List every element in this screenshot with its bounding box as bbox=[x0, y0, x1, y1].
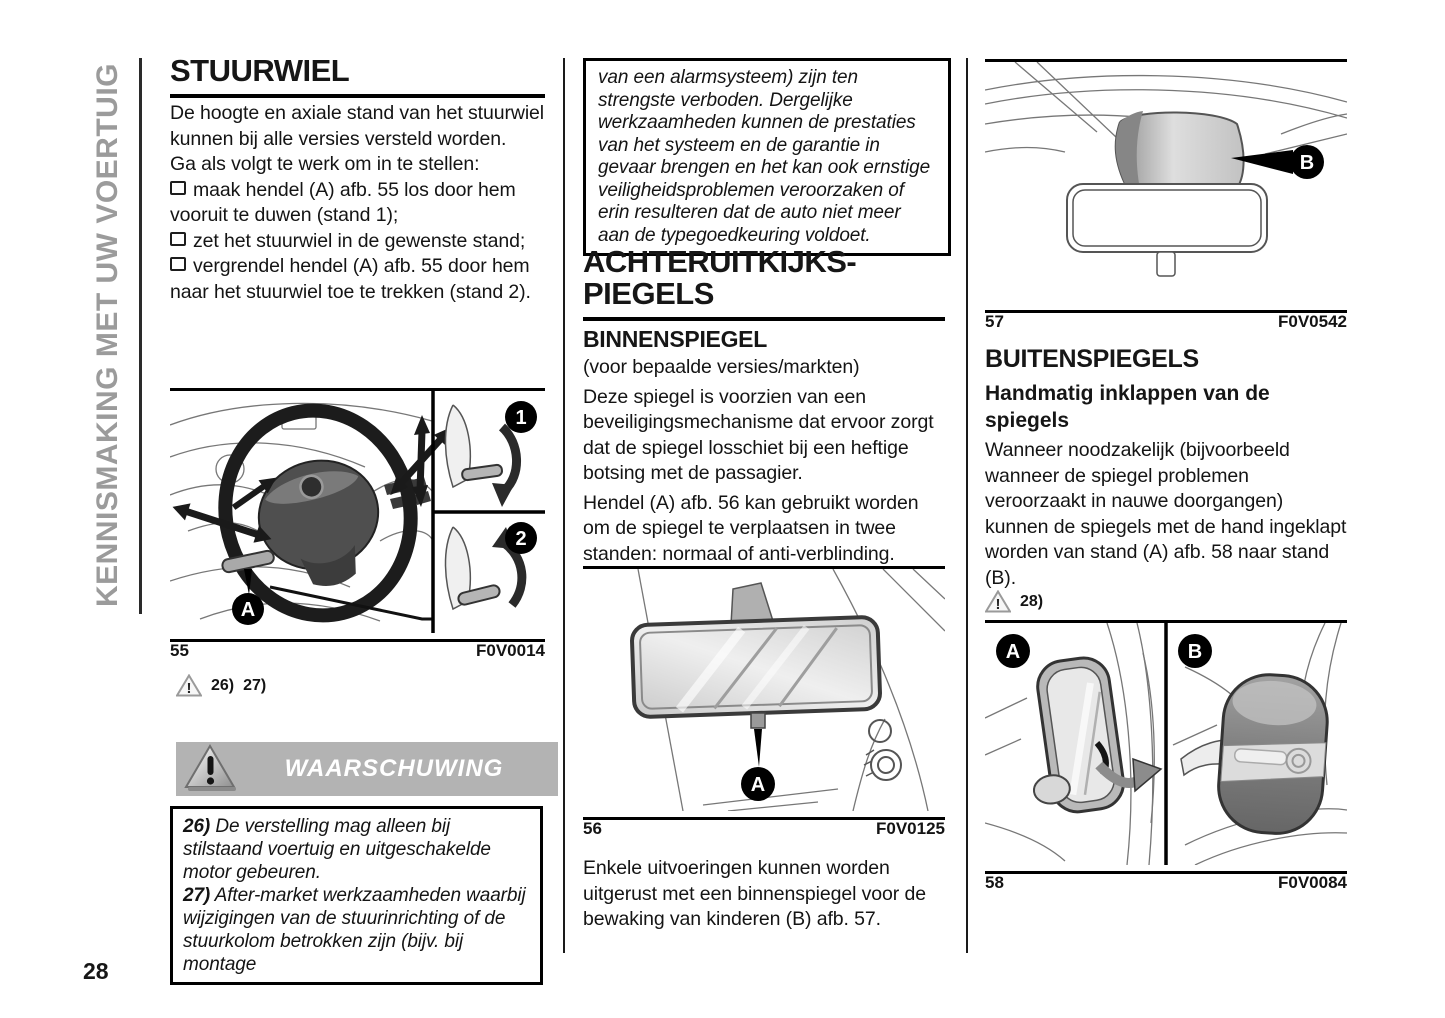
warning-banner bbox=[176, 742, 558, 796]
svg-text:!: ! bbox=[186, 680, 192, 697]
callout-pointer bbox=[754, 729, 762, 767]
figure-number: 57 bbox=[985, 312, 1004, 331]
paragraph: Hendel (A) afb. 56 kan gebruikt worden om de spiegel te verplaatsen in twee standen: normaal of anti-verblinding. bbox=[583, 491, 919, 565]
figure-56-drawing bbox=[583, 569, 945, 811]
paragraph: Deze spiegel is voorzien van een beveiligingsmechanisme dat ervoor zorgt dat de spiegel losschiet bij een heftige botsing met de passagier. bbox=[583, 385, 934, 484]
figure-58-drawing bbox=[985, 623, 1347, 865]
note-number: 26) bbox=[183, 816, 211, 837]
callout-b-badge bbox=[1178, 634, 1212, 668]
version-note: (voor bepaalde versies/markten) bbox=[583, 356, 860, 378]
continued-warning-text: van een alarmsysteem) zijn ten strengste verboden. Dergelijke werkzaamheden kunnen de prestaties van het systeem en de garantie in gevaar brengen en het kan ook ernstige veiligheidsproblemen veroorzaken of erin resulteren dat de auto niet meer aan de typegoedkeuring voldoet. bbox=[598, 67, 931, 246]
callout-a-badge bbox=[741, 767, 775, 801]
warning-triangle-icon bbox=[176, 674, 202, 697]
warning-ref-26: 26) bbox=[211, 676, 235, 694]
panel-stand-1 bbox=[445, 401, 537, 507]
note-text: De verstelling mag alleen bij stilstaand voertuig en uitgeschakelde motor gebeuren. bbox=[183, 816, 491, 883]
figure-58-caption bbox=[985, 873, 1347, 893]
figure-55-caption bbox=[170, 641, 545, 661]
figure-58 bbox=[985, 620, 1347, 874]
callout-a-badge bbox=[996, 634, 1030, 668]
bullet-item bbox=[170, 229, 551, 255]
main-mirror-outline bbox=[1067, 184, 1267, 276]
note-27 bbox=[183, 884, 530, 976]
svg-text:1: 1 bbox=[515, 407, 527, 429]
figure-57-drawing bbox=[985, 62, 1347, 304]
warning-triangle-icon bbox=[985, 590, 1011, 613]
figure-number: 55 bbox=[170, 641, 189, 660]
continued-warning-box bbox=[583, 58, 951, 256]
note-number: 27) bbox=[183, 885, 211, 906]
figure-code: F0V0014 bbox=[476, 641, 545, 660]
mirror-folded bbox=[1216, 672, 1331, 837]
subheading-handmatig-inklappen: Handmatig inklappen van de spiegels bbox=[985, 382, 1270, 432]
subsection-heading-binnenspiegel: BINNENSPIEGEL bbox=[583, 326, 767, 352]
svg-text:2: 2 bbox=[515, 528, 527, 550]
svg-text:!: ! bbox=[995, 596, 1001, 613]
section-heading-stuurwiel: STUURWIEL bbox=[170, 55, 545, 98]
interior-mirror bbox=[631, 617, 880, 718]
mirror-extended bbox=[1017, 655, 1127, 818]
svg-text:A: A bbox=[750, 774, 766, 796]
sidebar-rule bbox=[139, 58, 142, 614]
figure-number: 58 bbox=[985, 873, 1004, 892]
fold-arrow-head bbox=[1133, 759, 1161, 791]
square-bullet-icon bbox=[170, 257, 186, 271]
chapter-sidebar-label: KENNISMAKING MET UW VOERTUIG bbox=[91, 63, 124, 607]
pillar-detail bbox=[864, 720, 901, 780]
stuurwiel-body-text bbox=[170, 101, 551, 305]
bullet-item bbox=[170, 254, 551, 305]
heading-line-1: ACHTERUITKIJKS- bbox=[583, 244, 857, 279]
figure-code: F0V0084 bbox=[1278, 873, 1347, 892]
warning-notes-box bbox=[170, 806, 543, 985]
square-bullet-icon bbox=[170, 232, 186, 246]
bullet-item bbox=[170, 178, 551, 229]
buitenspiegels-section bbox=[985, 345, 1351, 591]
callout-a-badge bbox=[232, 593, 264, 625]
warning-ref-28: 28) bbox=[1020, 592, 1044, 610]
warning-reference-row bbox=[985, 590, 1043, 613]
panel-stand-2 bbox=[445, 522, 537, 609]
figure-code: F0V0125 bbox=[876, 819, 945, 838]
figure-code: F0V0542 bbox=[1278, 312, 1347, 331]
note-text: After-market werkzaamheden waarbij wijzigingen van de stuurinrichting of de stuurkolom betrokken zijn (bijv. bij montage bbox=[183, 885, 526, 975]
page-number: 28 bbox=[83, 958, 109, 984]
paragraph: Wanneer noodzakelijk (bijvoorbeeld wanneer de spiegel problemen veroorzaakt in nauwe doorgangen) kunnen de spiegels met de hand ingeklapt worden van stand (A) afb. 58 naar stand (B). bbox=[985, 439, 1347, 589]
bullet-text: vergrendel hendel (A) afb. 55 door hem naar het stuurwiel toe te trekken (stand 2). bbox=[170, 255, 531, 303]
warning-reference-row bbox=[176, 674, 266, 697]
warning-banner-label: WAARSCHUWING bbox=[284, 755, 504, 782]
callout-b-badge bbox=[1290, 145, 1324, 179]
bullet-text: zet het stuurwiel in de gewenste stand; bbox=[193, 229, 526, 252]
paragraph: De hoogte en axiale stand van het stuurwiel kunnen bij alle versies versteld worden. bbox=[170, 102, 545, 150]
note-26 bbox=[183, 815, 530, 884]
svg-text:B: B bbox=[1299, 152, 1315, 174]
figure-56-caption bbox=[583, 819, 945, 839]
svg-text:A: A bbox=[1005, 641, 1021, 663]
svg-text:A: A bbox=[240, 599, 256, 621]
paragraph-child-mirror: Enkele uitvoeringen kunnen worden uitgerust met een binnenspiegel voor de bewaking van kinderen (B) afb. 57. bbox=[583, 857, 926, 930]
heading-line-2: PIEGELS bbox=[583, 276, 714, 311]
svg-text:B: B bbox=[1187, 641, 1203, 663]
column-divider-1 bbox=[563, 58, 565, 953]
figure-57-caption bbox=[985, 312, 1347, 332]
figure-57 bbox=[985, 59, 1347, 313]
bullet-text: maak hendel (A) afb. 55 los door hem vooruit te duwen (stand 1); bbox=[170, 178, 516, 226]
warning-ref-27: 27) bbox=[243, 676, 267, 694]
column-divider-2 bbox=[966, 58, 968, 953]
figure-56 bbox=[583, 566, 945, 820]
figure-55 bbox=[170, 388, 545, 642]
mirror-lever bbox=[751, 713, 765, 728]
section-heading-achteruitkijkspiegels bbox=[583, 246, 945, 321]
square-bullet-icon bbox=[170, 181, 186, 195]
warning-banner-triangle-icon bbox=[184, 744, 238, 794]
figure-number: 56 bbox=[583, 819, 602, 838]
figure-55-drawing bbox=[170, 391, 545, 633]
subsection-heading-buitenspiegels: BUITENSPIEGELS bbox=[985, 345, 1199, 373]
paragraph: Ga als volgt te werk om in te stellen: bbox=[170, 153, 480, 175]
binnenspiegel-section bbox=[583, 326, 949, 567]
